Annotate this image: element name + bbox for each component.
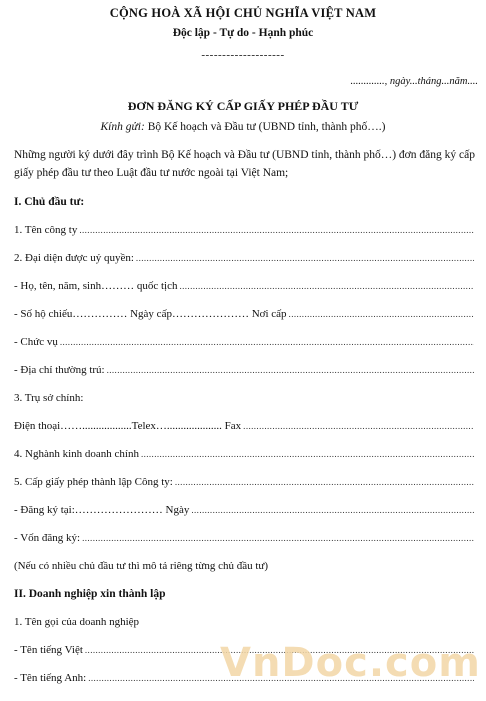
address-label: - Địa chỉ thường trú: <box>14 364 105 376</box>
business-field[interactable] <box>14 448 474 464</box>
kinh-gui-label: Kính gửi: <box>100 121 145 133</box>
name-year-dots: ……… <box>101 280 135 292</box>
nationality-dots <box>179 280 474 292</box>
registered-at-label: - Đăng ký tại: <box>14 504 75 516</box>
business-dots <box>141 448 474 460</box>
position-field[interactable] <box>14 336 474 352</box>
vndoc-watermark: VnDoc.com <box>220 640 481 686</box>
passport-label: - Số hộ chiếu <box>14 308 73 320</box>
address-field[interactable] <box>14 364 474 380</box>
fax-label: Fax <box>224 420 242 432</box>
national-title: CỘNG HOÀ XÃ HỘI CHỦ NGHĨA VIỆT NAM <box>109 6 377 20</box>
passport-dots: …………… <box>72 308 128 320</box>
investor-note: (Nếu có nhiều chủ đầu tư thì mô tả riêng từng chủ đầu tư) <box>14 560 269 572</box>
name-nationality-field[interactable] <box>14 280 474 296</box>
capital-label: - Vốn đăng ký: <box>14 532 81 544</box>
head-office-heading <box>14 392 474 408</box>
section-1-heading: I. Chủ đầu tư: <box>14 196 85 208</box>
issue-place-dots <box>289 308 474 320</box>
representative-field[interactable] <box>14 252 474 268</box>
nationality-label: quốc tịch <box>136 280 178 292</box>
representative-dots <box>136 252 474 264</box>
capital-field[interactable] <box>14 532 474 548</box>
vietnamese-name-field[interactable] <box>14 644 474 660</box>
national-motto: Độc lập - Tự do - Hạnh phúc <box>172 27 314 39</box>
company-name-field[interactable] <box>14 224 474 240</box>
representative-label: 2. Đại diện được uỷ quyền: <box>14 252 134 264</box>
phone-label: Điện thoại <box>14 420 61 432</box>
enterprise-name-heading <box>14 616 474 632</box>
address-dots <box>107 364 474 376</box>
enterprise-name-label: 1. Tên gọi của doanh nghiệp <box>14 616 140 628</box>
header-separator: -------------------- <box>201 49 285 61</box>
license-dots <box>175 476 474 488</box>
issue-place-label: Nơi cấp <box>251 308 287 320</box>
registered-at-dots: …………………… <box>74 504 163 516</box>
company-name-dots <box>79 224 474 236</box>
vietnamese-name-dots <box>85 644 474 656</box>
section-2-heading: II. Doanh nghiệp xin thành lập <box>14 588 166 600</box>
recipient-line <box>0 121 486 133</box>
document-title: ĐƠN ĐĂNG KÝ CẤP GIẤY PHÉP ĐẦU TƯ <box>127 99 359 113</box>
english-name-dots <box>88 672 474 684</box>
date-line: ............., ngày...tháng...năm.... <box>350 76 478 87</box>
business-label: 4. Nghành kinh doanh chính <box>14 448 139 460</box>
position-dots <box>60 336 474 348</box>
position-label: - Chức vụ <box>14 336 58 348</box>
license-label: 5. Cấp giấy phép thành lập Công ty: <box>14 476 173 488</box>
telex-dots: ….................... <box>155 420 222 432</box>
capital-dots <box>82 532 474 544</box>
registration-date-label: Ngày <box>165 504 190 516</box>
passport-field[interactable] <box>14 308 474 324</box>
registration-date-dots <box>191 504 474 516</box>
name-year-label: - Họ, tên, năm, sinh <box>14 280 102 292</box>
contact-field[interactable] <box>14 420 474 436</box>
registration-field[interactable] <box>14 504 474 520</box>
recipient-name: Bộ Kế hoạch và Đầu tư (UBND tỉnh, thành phố….) <box>147 121 386 133</box>
english-name-field[interactable] <box>14 672 474 688</box>
english-name-label: - Tên tiếng Anh: <box>14 672 87 684</box>
company-name-label: 1. Tên công ty <box>14 224 78 236</box>
vietnamese-name-label: - Tên tiếng Việt <box>14 644 83 656</box>
license-field[interactable] <box>14 476 474 492</box>
intro-paragraph: Những người ký dưới đây trình Bộ Kế hoạch và Đầu tư (UBND tỉnh, thành phố…) đơn đăng ký cấp giấy phép đầu tư theo Luật đầu tư nước ngoài tại Việt Nam; <box>14 149 475 179</box>
head-office-label: 3. Trụ sở chính: <box>14 392 84 404</box>
telex-label: Telex <box>131 420 156 432</box>
fax-dots <box>243 420 474 432</box>
phone-dots: …….................. <box>60 420 132 432</box>
issue-date-label: Ngày cấp <box>130 308 172 320</box>
issue-date-dots: ………………… <box>171 308 249 320</box>
